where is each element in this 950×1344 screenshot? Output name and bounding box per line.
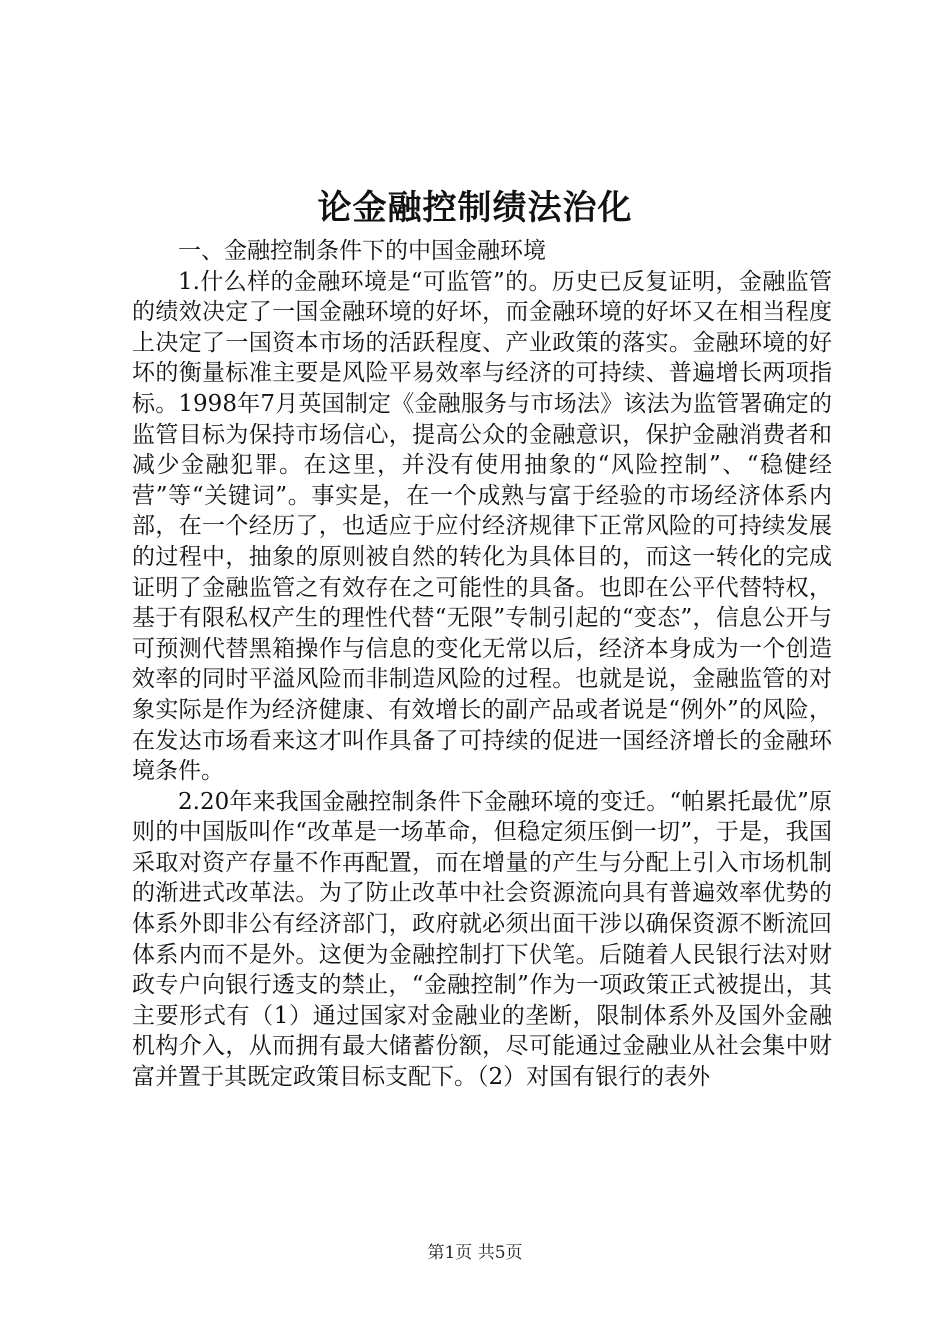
document-body [132, 236, 832, 1093]
page-footer: 第1页 共5页 [427, 1243, 523, 1263]
paragraph: 2.20年来我国金融控制条件下金融环境的变迁。“帕累托最优”原则的中国版叫作“改革是一场革命，但稳定须压倒一切”，于是，我国采取对资产存量不作再配置，而在增量的产生与分配上引入市场机制的渐进式改革法。为了防止改革中社会资源流向具有普遍效率优势的体系外即非公有经济部门，政府就必须出面干涉以确保资源不断流回体系内而不是外。这便为金融控制打下伏笔。后随着人民银行法对财政专户向银行透支的禁止，“金融控制”作为一项政策正式被提出，其主要形式有（1）通过国家对金融业的垄断，限制体系外及国外金融机构介入，从而拥有最大储蓄份额，尽可能通过金融业从社会集中财富并置于其既定政策目标支配下。（2）对国有银行的表外 [132, 788, 832, 1091]
section-heading: 一、金融控制条件下的中国金融环境 [178, 238, 546, 264]
paragraph: 1.什么样的金融环境是“可监管”的。历史已反复证明，金融监管的绩效决定了一国金融环境的好坏，而金融环境的好坏又在相当程度上决定了一国资本市场的活跃程度、产业政策的落实。金融环境的好坏的衡量标准主要是风险平易效率与经济的可持续、普遍增长两项指标。1998年7月英国制定《金融服务与市场法》该法为监管署确定的监管目标为保持市场信心，提高公众的金融意识，保护金融消费者和减少金融犯罪。在这里，并没有使用抽象的“风险控制”、“稳健经营”等“关键词”。事实是，在一个成熟与富于经验的市场经济体系内部，在一个经历了，也适应于应付经济规律下正常风险的可持续发展的过程中，抽象的原则被自然的转化为具体目的，而这一转化的完成证明了金融监管之有效存在之可能性的具备。也即在公平代替特权，基于有限私权产生的理性代替“无限”专制引起的“变态”，信息公开与可预测代替黑箱操作与信息的变化无常以后，经济本身成为一个创造效率的同时平溢风险而非制造风险的过程。也就是说，金融监管的对象实际是作为经济健康、有效增长的副产品或者说是“例外”的风险，在发达市场看来这才叫作具备了可持续的促进一国经济增长的金融环境条件。 [132, 268, 832, 785]
page-title: 论金融控制绩法治化 [317, 188, 633, 228]
